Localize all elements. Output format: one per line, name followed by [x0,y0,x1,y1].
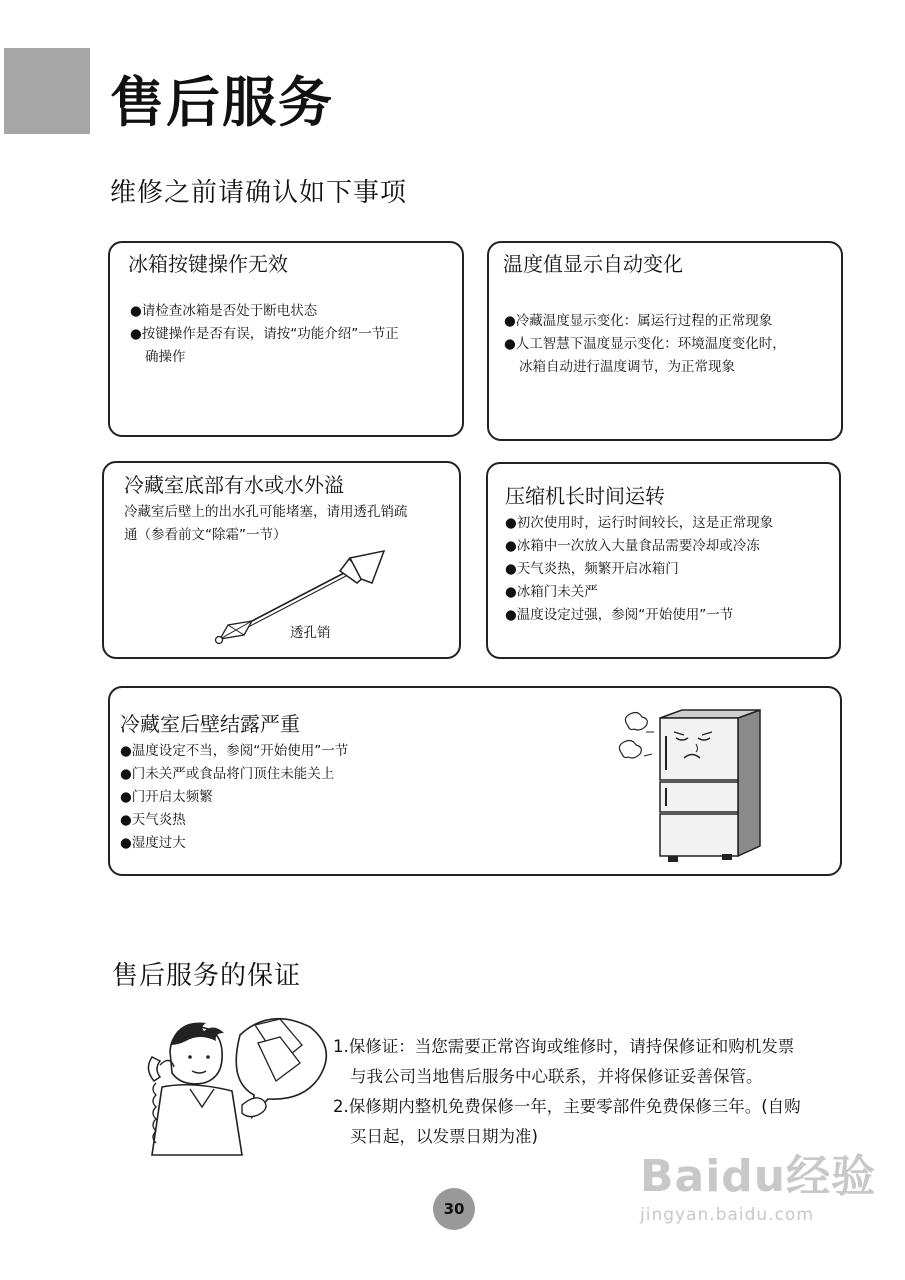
service-phone-illustration [130,1005,320,1165]
watermark [640,1151,877,1225]
box-line: ●温度设定不当，参阅“开始使用”一节 [120,743,349,759]
box-line: ●冷藏温度显示变化：属运行过程的正常现象 [504,313,773,329]
box-title: 冷藏室后壁结露严重 [120,712,300,736]
box-compressor-long-run [486,462,841,659]
page-number: 30 [433,1188,475,1230]
box-line: ●天气炎热，频繁开启冰箱门 [505,561,679,577]
box-line: ●天气炎热 [120,812,186,828]
drain-pin-illustration [104,463,463,661]
box-title: 温度值显示自动变化 [503,252,683,276]
warranty-text [333,1032,801,1152]
box-title: 冰箱按键操作无效 [128,252,288,276]
box-body [120,740,348,855]
box-line: 通（参看前文“除霜”一节） [124,527,287,543]
warranty-line: 2.保修期内整机免费保修一年，主要零部件免费保修三年。(自购 [333,1097,801,1116]
box-body [505,512,773,627]
warranty-line: 买日起，以发票日期为准) [350,1127,538,1146]
box-line: ●门未关严或食品将门顶住未能关上 [120,766,335,782]
box-line: 冷藏室后壁上的出水孔可能堵塞，请用透孔销疏 [124,504,408,520]
warranty-line: 与我公司当地售后服务中心联系，并将保修证妥善保管。 [350,1067,763,1086]
box-title: 冷藏室底部有水或水外溢 [124,473,344,497]
box-line: ●人工智慧下温度显示变化：环境温度变化时， [504,336,786,352]
box-line: ●温度设定过强，参阅“开始使用”一节 [505,607,734,623]
box-temperature-change [487,241,843,441]
box-button-invalid [108,241,464,437]
box-title: 压缩机长时间运转 [505,484,665,508]
box-line: ●冰箱中一次放入大量食品需要冷却或冷冻 [505,538,760,554]
watermark-url: jingyan.baidu.com [640,1205,814,1225]
section-heading-warranty: 售后服务的保证 [112,961,302,991]
box-body [130,300,399,369]
box-line: 确操作 [145,349,186,365]
warranty-line: 1.保修证：当您需要正常咨询或维修时，请持保修证和购机发票 [333,1037,795,1056]
box-line: ●按键操作是否有误，请按“功能介绍”一节正 [130,326,399,342]
box-body [504,310,786,379]
box-line: ●请检查冰箱是否处于断电状态 [130,303,318,319]
page-title: 售后服务 [110,71,334,134]
box-condensation [108,686,842,876]
sweating-fridge-illustration [610,696,780,872]
box-line: ●冰箱门未关严 [505,584,598,600]
box-line: ●湿度过大 [120,835,186,851]
box-line: 冰箱自动进行温度调节，为正常现象 [519,359,735,375]
box-water-overflow [102,461,461,659]
section-heading-check: 维修之前请确认如下事项 [110,178,408,208]
tool-label: 透孔销 [290,625,331,641]
watermark-brand: Baidu经验 [640,1151,877,1202]
box-line: ●门开启太频繁 [120,789,213,805]
box-line: ●初次使用时，运行时间较长，这是正常现象 [505,515,774,531]
section-tab [4,48,90,134]
